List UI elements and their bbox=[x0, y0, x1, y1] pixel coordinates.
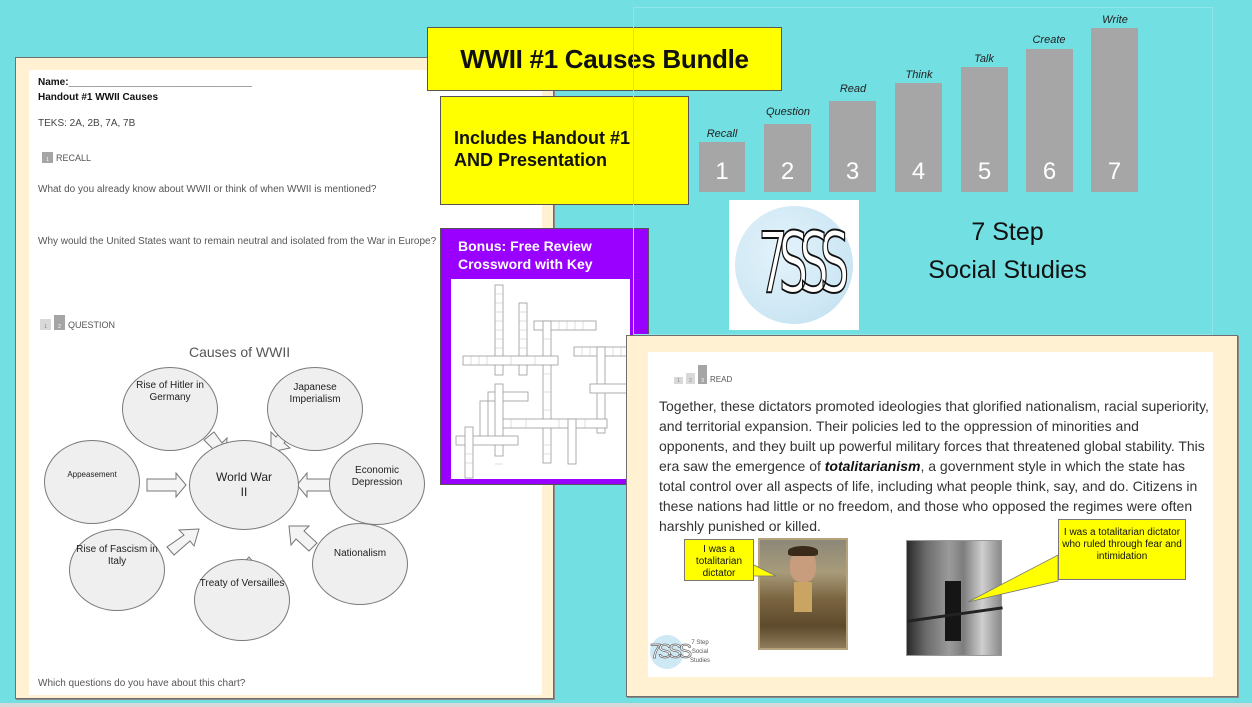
cause-bubble-depression: Economic Depression bbox=[329, 443, 425, 525]
recall-label: RECALL bbox=[56, 153, 92, 163]
step-caption-create: Create bbox=[1032, 34, 1066, 46]
bottom-question: Which questions do you have about this chart? bbox=[38, 678, 246, 689]
crossword-grid-icon bbox=[451, 279, 630, 479]
bonus-crossword-card bbox=[440, 228, 649, 485]
includes-line-1: Includes Handout #1 bbox=[454, 128, 631, 148]
step-1-icon: 1 bbox=[674, 377, 683, 384]
logo-text: 7SSS bbox=[758, 214, 841, 312]
recall-section-header bbox=[42, 152, 91, 163]
read-label: READ bbox=[710, 375, 733, 384]
cause-bubble-fascism: Rise of Fascism in Italy bbox=[69, 529, 165, 611]
teks-label: TEKS: 2A, 2B, 7A, 7B bbox=[38, 118, 136, 129]
presentation-slide-preview bbox=[626, 335, 1238, 697]
step-caption-think: Think bbox=[905, 69, 933, 81]
cause-bubble-versailles: Treaty of Versailles bbox=[194, 559, 290, 641]
includes-line-2: AND Presentation bbox=[454, 150, 608, 170]
callout-right: I was a totalitarian dictator who ruled through fear and intimidation bbox=[1058, 519, 1186, 580]
step-1-icon: 1 bbox=[42, 152, 53, 163]
step-bar-7: 7 bbox=[1091, 28, 1138, 192]
step-1-icon: 1 bbox=[40, 319, 51, 330]
callout-pointer-left bbox=[748, 562, 828, 602]
step-bar-1: 1 bbox=[699, 142, 745, 192]
step-3-icon: 3 bbox=[698, 365, 707, 384]
crossword-preview bbox=[451, 279, 630, 479]
mini-logo-caption: 7 Step Social Studies bbox=[690, 640, 711, 664]
step-bar-2: 2 bbox=[764, 124, 811, 192]
question-section-header bbox=[40, 315, 115, 330]
step-caption-write: Write bbox=[1102, 14, 1128, 26]
center-bubble-wwii bbox=[189, 440, 299, 530]
step-caption-talk: Talk bbox=[974, 53, 994, 65]
handout-title: Handout #1 WWII Causes bbox=[38, 92, 159, 103]
slide-paragraph: Together, these dictators promoted ideologies that glorified nationalism, racial superiority, and territorial expansion. Their policies led to the oppression of minorities and opponents, and they built up powerful military forces that threatened global stability. This era saw the emergence of totalitarianism, a government style in which the state has total control over all aspects of life, including what people think, say, and do. Citizens in these nations had little or no freedom, and those who opposed the regimes were often harshly punished or killed. bbox=[659, 398, 1209, 534]
step-bar-4: 4 bbox=[895, 83, 942, 192]
step-caption-question: Question bbox=[765, 106, 811, 118]
brand-name: 7 Step Social Studies bbox=[928, 218, 1087, 284]
step-bar-5: 5 bbox=[961, 67, 1008, 192]
cause-bubble-nationalism: Nationalism bbox=[312, 523, 408, 605]
cause-bubble-hitler: Rise of Hitler in Germany bbox=[122, 367, 218, 451]
slide-page bbox=[648, 352, 1213, 677]
brand-logo bbox=[729, 200, 859, 330]
totalitarianism-term: totalitarianism bbox=[824, 458, 921, 474]
diagram-title: Causes of WWII bbox=[189, 344, 291, 360]
step-bar-3: 3 bbox=[829, 101, 876, 192]
callout-left: I was a totalitarian dictator bbox=[684, 539, 754, 581]
bottom-bar bbox=[0, 703, 1252, 707]
question-label: QUESTION bbox=[68, 320, 116, 330]
step-2-icon: 2 bbox=[686, 373, 695, 384]
recall-question-1: What do you already know about WWII or think of when WWII is mentioned? bbox=[38, 184, 377, 195]
slide-mini-logo bbox=[650, 635, 710, 675]
recall-question-2: Why would the United States want to remain neutral and isolated from the War in Europe? bbox=[38, 236, 437, 247]
center-label: World War II bbox=[215, 470, 272, 499]
name-field-label: Name:_________________________________ bbox=[38, 77, 253, 88]
cause-bubble-appeasement: Appeasement bbox=[44, 440, 140, 524]
title-banner: WWII #1 Causes Bundle bbox=[427, 27, 782, 91]
cause-bubble-japan: Japanese Imperialism bbox=[267, 367, 363, 451]
mini-globe-icon: 7SSS bbox=[650, 635, 684, 669]
step-caption-recall: Recall bbox=[706, 128, 738, 140]
read-section-header bbox=[674, 365, 732, 384]
step-2-icon: 2 bbox=[54, 315, 65, 330]
step-bar-6: 6 bbox=[1026, 49, 1073, 192]
bonus-text: Bonus: Free Review Crossword with Key bbox=[458, 238, 593, 272]
step-caption-read: Read bbox=[839, 83, 867, 95]
